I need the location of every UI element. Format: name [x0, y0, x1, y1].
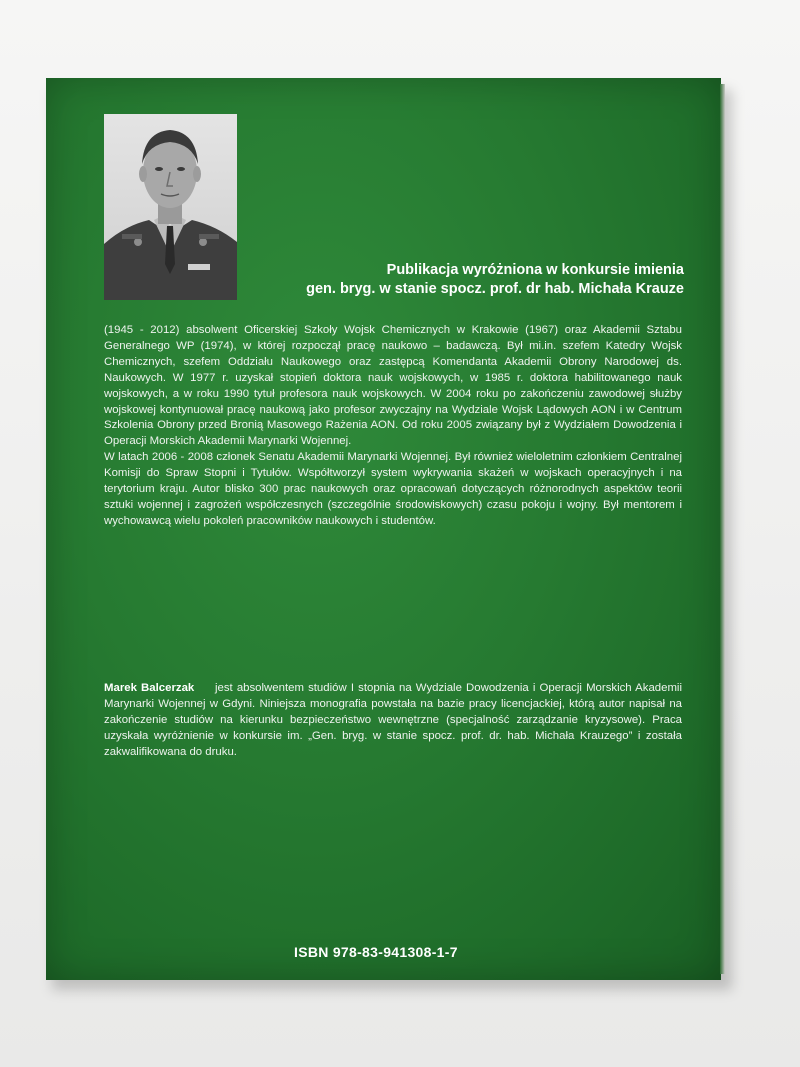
biography-block [104, 323, 682, 530]
author-name: Marek Balcerzak [104, 682, 195, 694]
award-headline [244, 261, 684, 299]
biography-paragraph: (1945 - 2012) absolwent Oficerskiej Szkoły Wojsk Chemicznych w Krakowie (1967) oraz Akademii Sztabu Generalnego WP (1974), w której rozpoczął pracę naukowo – badawczą. Był mi.in. szefem Katedry Wojsk Chemicznych, szefem Oddziału Naukowego oraz zastępcą Komendanta Akademii Obrony Narodowej ds. Naukowych. W 1977 r. uzyskał stopień doktora nauk wojskowych, w 1985 r. doktora habilitowanego nauk wojskowych, a w roku 1990 tytuł profesora nauk wojskowych. W 2004 roku po zakończeniu zawodowej służby wojskowej kontynuował pracę naukową jako profesor zwyczajny na Wydziale Wojsk Lądowych AON i w Centrum Szkolenia Obrony przed Bronią Masowego Rażenia AON. Od roku 2005 związany był z Wydziałem Dowodzenia i Operacji Morskich Akademii Marynarki Wojennej. [104, 324, 682, 448]
biography-paragraph: W latach 2006 - 2008 członek Senatu Akademii Marynarki Wojennej. Był również wieloletnim członkiem Centralnej Komisji do Spraw Stopni i Tytułów. Współtworzył system wykrywania skażeń w wojskach operacyjnych i na terytorium kraju. Autor blisko 300 prac naukowych oraz opracowań dotyczących różnorodnych aspektów teorii sztuki wojennej i zagrożeń współczesnych (szczególnie środowiskowych) czasu pokoju i wojny. Był mentorem i wychowawcą wielu pokoleń pracowników naukowych i studentów. [104, 451, 682, 527]
headline-line-1: Publikacja wyróżniona w konkursie imienia [386, 262, 684, 278]
author-description: jest absolwentem studiów I stopnia na Wydziale Dowodzenia i Operacji Morskich Akademii Marynarki Wojennej w Gdyni. Niniejsza monografia powstała na bazie pracy licencjackiej, którą autor napisał na zakończenie studiów na kierunku bezpieczeństwo wewnętrzne (specjalność zarządzanie kryzysowe). Praca uzyskała wyróżnienie w konkursie im. „Gen. bryg. w stanie spocz. prof. dr. hab. Michała Krauzego” i została zakwalifikowana do druku. [104, 682, 682, 758]
portrait-illustration [104, 114, 237, 300]
headline-line-2: gen. bryg. w stanie spocz. prof. dr hab. Michała Krauze [306, 281, 684, 297]
book-back-cover [46, 78, 721, 980]
portrait-photo [104, 114, 237, 300]
author-note [104, 681, 682, 761]
isbn-number: ISBN 978-83-941308-1-7 [294, 944, 458, 960]
